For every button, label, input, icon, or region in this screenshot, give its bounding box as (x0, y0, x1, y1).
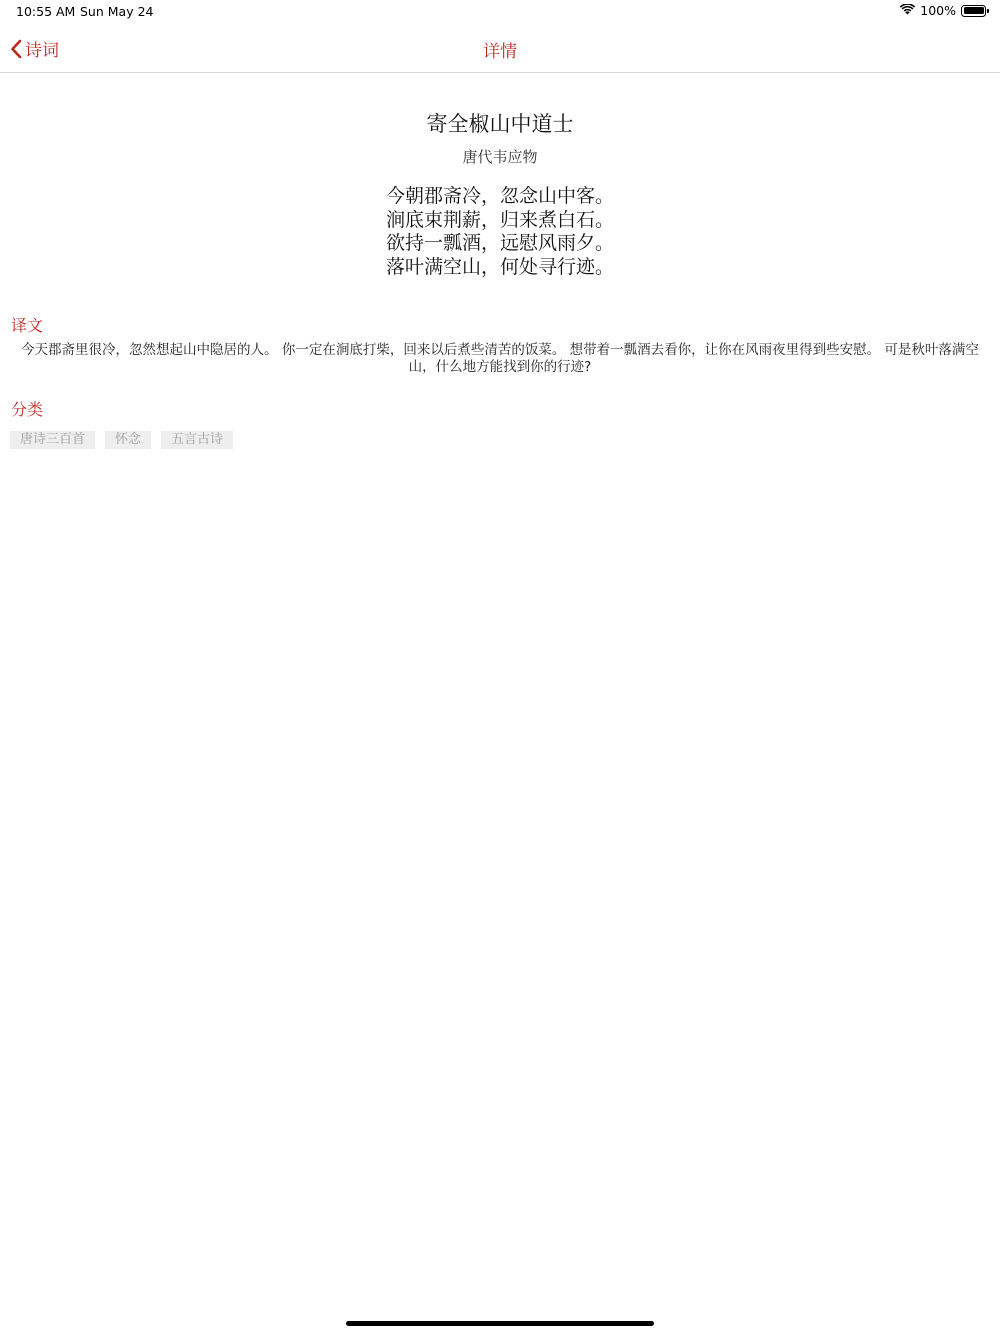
battery-percent: 100% (920, 3, 956, 18)
poem-line: 落叶满空山，何处寻行迹。 (385, 255, 614, 278)
tag-chip[interactable]: 唐诗三百首 (10, 431, 95, 449)
poem-body (0, 185, 1000, 279)
category-heading: 分类 (11, 400, 44, 419)
status-bar (0, 0, 1000, 24)
poem-line: 欲持一瓢酒，远慰风雨夕。 (385, 232, 614, 254)
wifi-icon (900, 3, 915, 18)
translation-heading: 译文 (11, 316, 44, 335)
tag-chip[interactable]: 五言古诗 (161, 431, 233, 449)
battery-level (964, 7, 984, 14)
page-title: 详情 (483, 42, 517, 62)
status-time: 10:55 AM (16, 4, 76, 19)
translation-text: 今天郡斋里很冷，忽然想起山中隐居的人。 你一定在涧底打柴，回来以后煮些清苦的饭菜。 想带着一瓢酒去看你，让你在风雨夜里得到些安慰。 可是秋叶落满空山，什么地方能找到你的行迹? (21, 342, 979, 375)
status-indicators (900, 3, 986, 18)
poem-line: 今朝郡斋冷，忽念山中客。 (385, 185, 614, 207)
category-tags (10, 431, 233, 449)
poem-line: 涧底束荆薪，归来煮白石。 (385, 208, 614, 231)
navigation-bar (0, 24, 1000, 73)
battery-icon (961, 5, 986, 17)
back-button-label: 诗词 (25, 41, 59, 61)
poem-author: 唐代韦应物 (462, 148, 538, 166)
tag-chip[interactable]: 怀念 (105, 431, 151, 449)
poem-title: 寄全椒山中道士 (426, 112, 574, 136)
status-date: Sun May 24 (80, 4, 154, 19)
home-indicator[interactable] (346, 1321, 654, 1326)
